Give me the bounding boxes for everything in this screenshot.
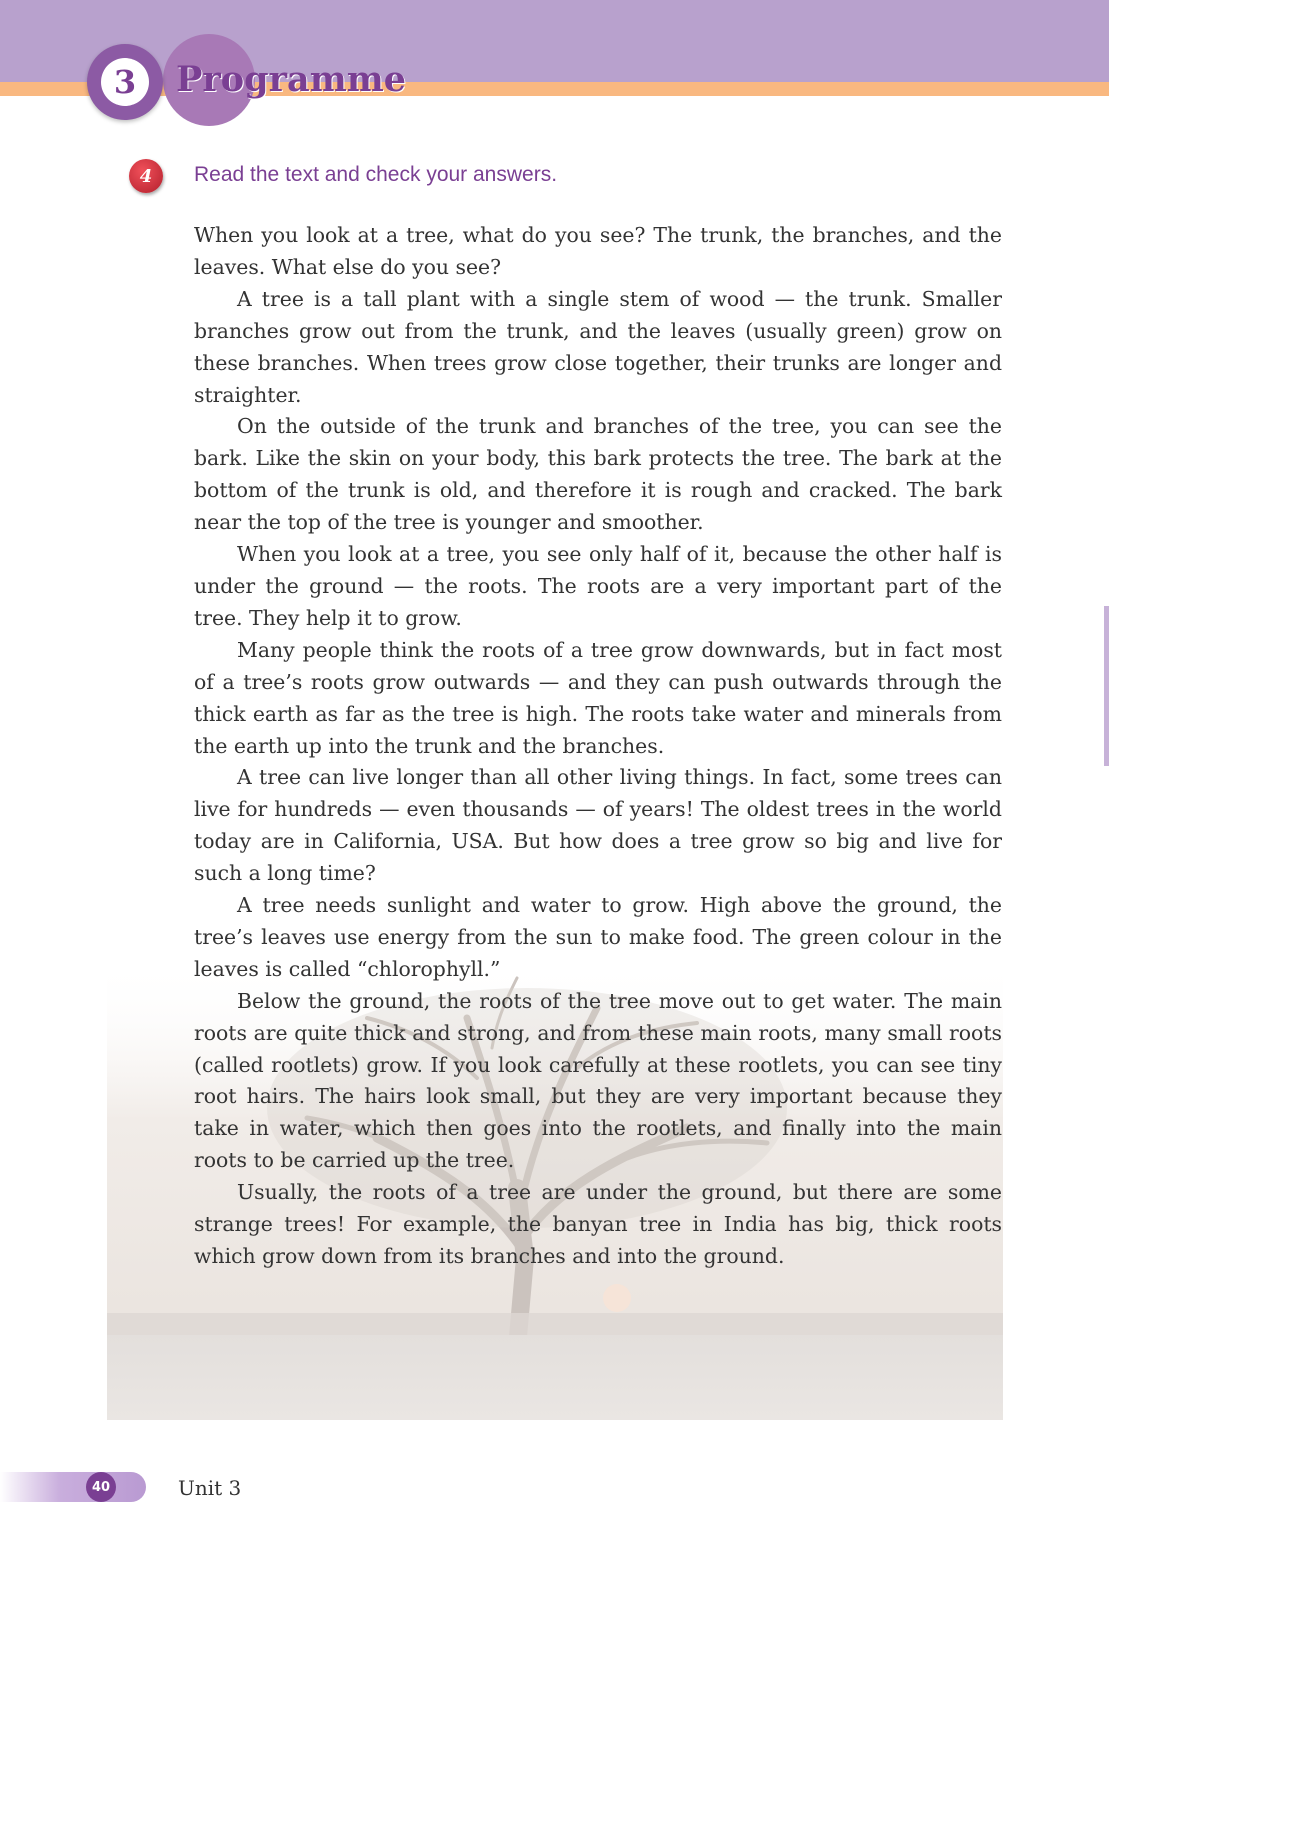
exercise-instruction: Read the text and check your answers. [194, 163, 558, 186]
section-title: Programme [176, 59, 407, 100]
unit-badge [87, 44, 163, 120]
paragraph-6: A tree can live longer than all other living things. In fact, some trees can live for hundreds — even thousands — of years! The oldest trees in the world today are in California, USA. But how does a tree grow so big and live for such a long time? [194, 765, 1002, 886]
reading-passage [194, 220, 1002, 1273]
page-edge-marker [1104, 606, 1109, 766]
paragraph-3: On the outside of the trunk and branches of the tree, you can see the bark. Like the skin on your body, this bark protects the tree. The bark at the bottom of the trunk is old, and therefore it is rough and cracked. The bark near the top of the tree is younger and smoother. [194, 414, 1002, 535]
paragraph-7: A tree needs sunlight and water to grow. High above the ground, the tree’s leaves use energy from the sun to make food. The green colour in the leaves is called “chlorophyll.” [194, 893, 1002, 981]
paragraph-4: When you look at a tree, you see only half of it, because the other half is under the ground — the roots. The roots are a very important part of the tree. They help it to grow. [194, 542, 1002, 630]
paragraph-5: Many people think the roots of a tree grow downwards, but in fact most of a tree’s roots grow outwards — and they can push outwards through the thick earth as far as the tree is high. The roots take water and minerals from the earth up into the trunk and the branches. [194, 637, 1002, 758]
footer-tab [0, 1472, 146, 1502]
paragraph-2: A tree is a tall plant with a single stem of wood — the trunk. Smaller branches grow out from the trunk, and the leaves (usually green) grow on these branches. When trees grow close together, their trunks are longer and straighter. [194, 286, 1002, 407]
footer-unit-label: Unit 3 [178, 1476, 242, 1500]
page-number: 40 [86, 1472, 116, 1502]
paragraph-1: When you look at a tree, what do you see? The trunk, the branches, and the leaves. What else do you see? [194, 223, 1002, 279]
unit-number: 3 [101, 58, 149, 106]
paragraph-8: Below the ground, the roots of the tree move out to get water. The main roots are quite thick and strong, and from these main roots, many small roots (called rootlets) grow. If you look carefully at these rootlets, you can see tiny root hairs. The hairs look small, but they are very important because they take in water, which then goes into the rootlets, and finally into the main roots to be carried up the tree. [194, 988, 1002, 1173]
paragraph-9: Usually, the roots of a tree are under the ground, but there are some strange trees! For example, the banyan tree in India has big, thick roots which grow down from its branches and into the ground. [194, 1180, 1002, 1268]
exercise-number-badge: 4 [129, 159, 163, 193]
